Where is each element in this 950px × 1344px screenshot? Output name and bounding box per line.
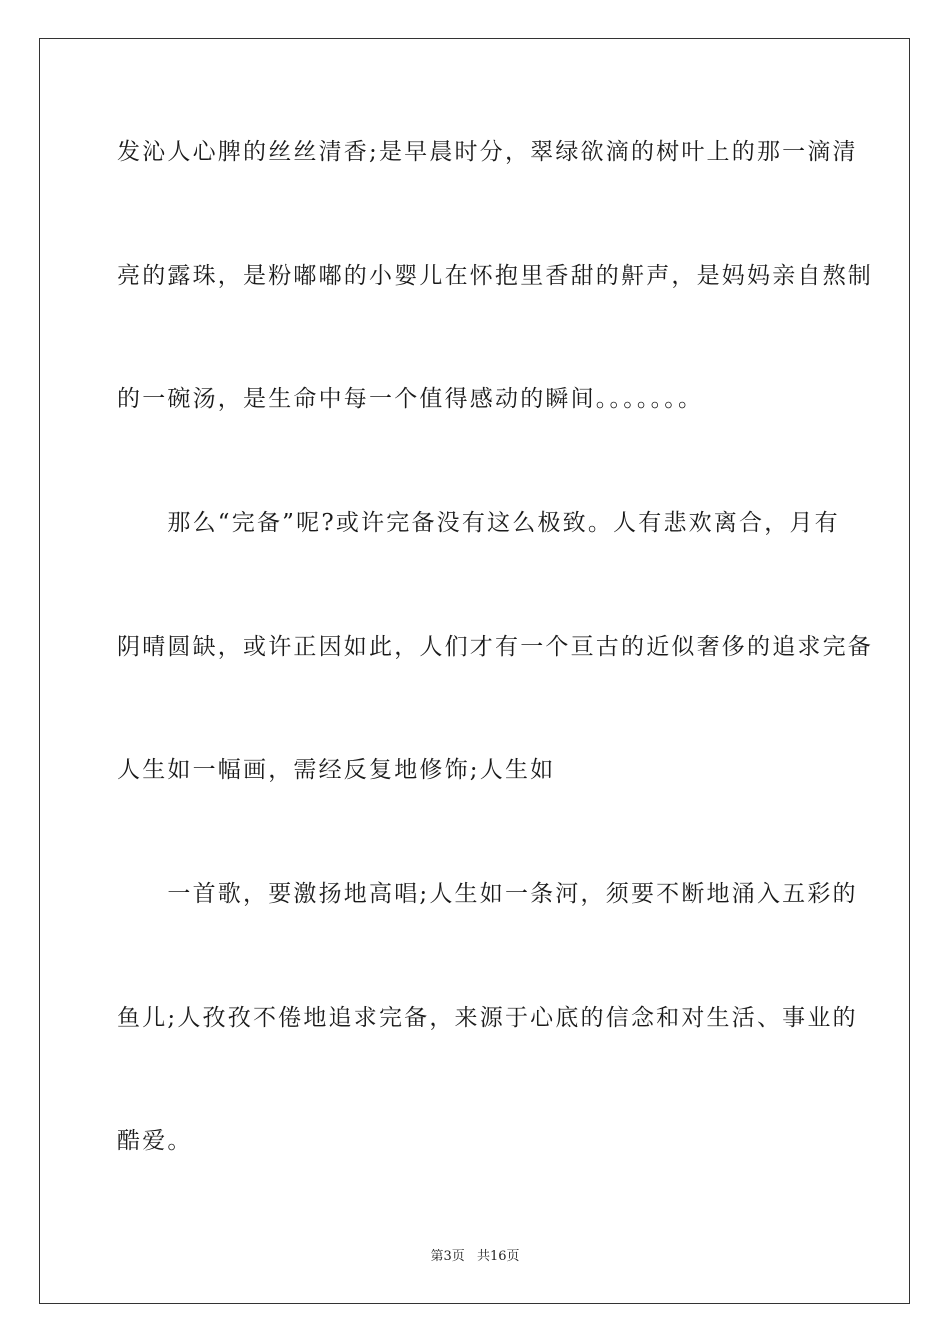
text-line: 的一碗汤，是生命中每一个值得感动的瞬间。。。。。。。: [117, 386, 704, 412]
text-line: 一首歌，要激扬地高唱;人生如一条河，须要不断地涌入五彩的: [117, 881, 858, 907]
text-line: 发沁人心脾的丝丝清香;是早晨时分，翠绿欲滴的树叶上的那一滴清: [117, 139, 858, 165]
page-footer: [0, 1248, 950, 1266]
page-border: [39, 38, 910, 1304]
text-line: 鱼儿;人孜孜不倦地追求完备，来源于心底的信念和对生活、事业的: [117, 1005, 858, 1031]
page-total: 共16页: [476, 1249, 520, 1264]
text-line: 阴晴圆缺，或许正因如此，人们才有一个亘古的近似奢侈的追求完备: [117, 634, 873, 660]
page-number: 第3页: [430, 1249, 465, 1264]
text-line: 酷爱。: [117, 1128, 193, 1154]
text-line: 那么“完备”呢?或许完备没有这么极致。人有悲欢离合，月有: [117, 510, 840, 536]
text-line: 亮的露珠，是粉嘟嘟的小婴儿在怀抱里香甜的鼾声，是妈妈亲自熬制: [117, 263, 873, 289]
text-line: 人生如一幅画，需经反复地修饰;人生如: [117, 757, 556, 783]
